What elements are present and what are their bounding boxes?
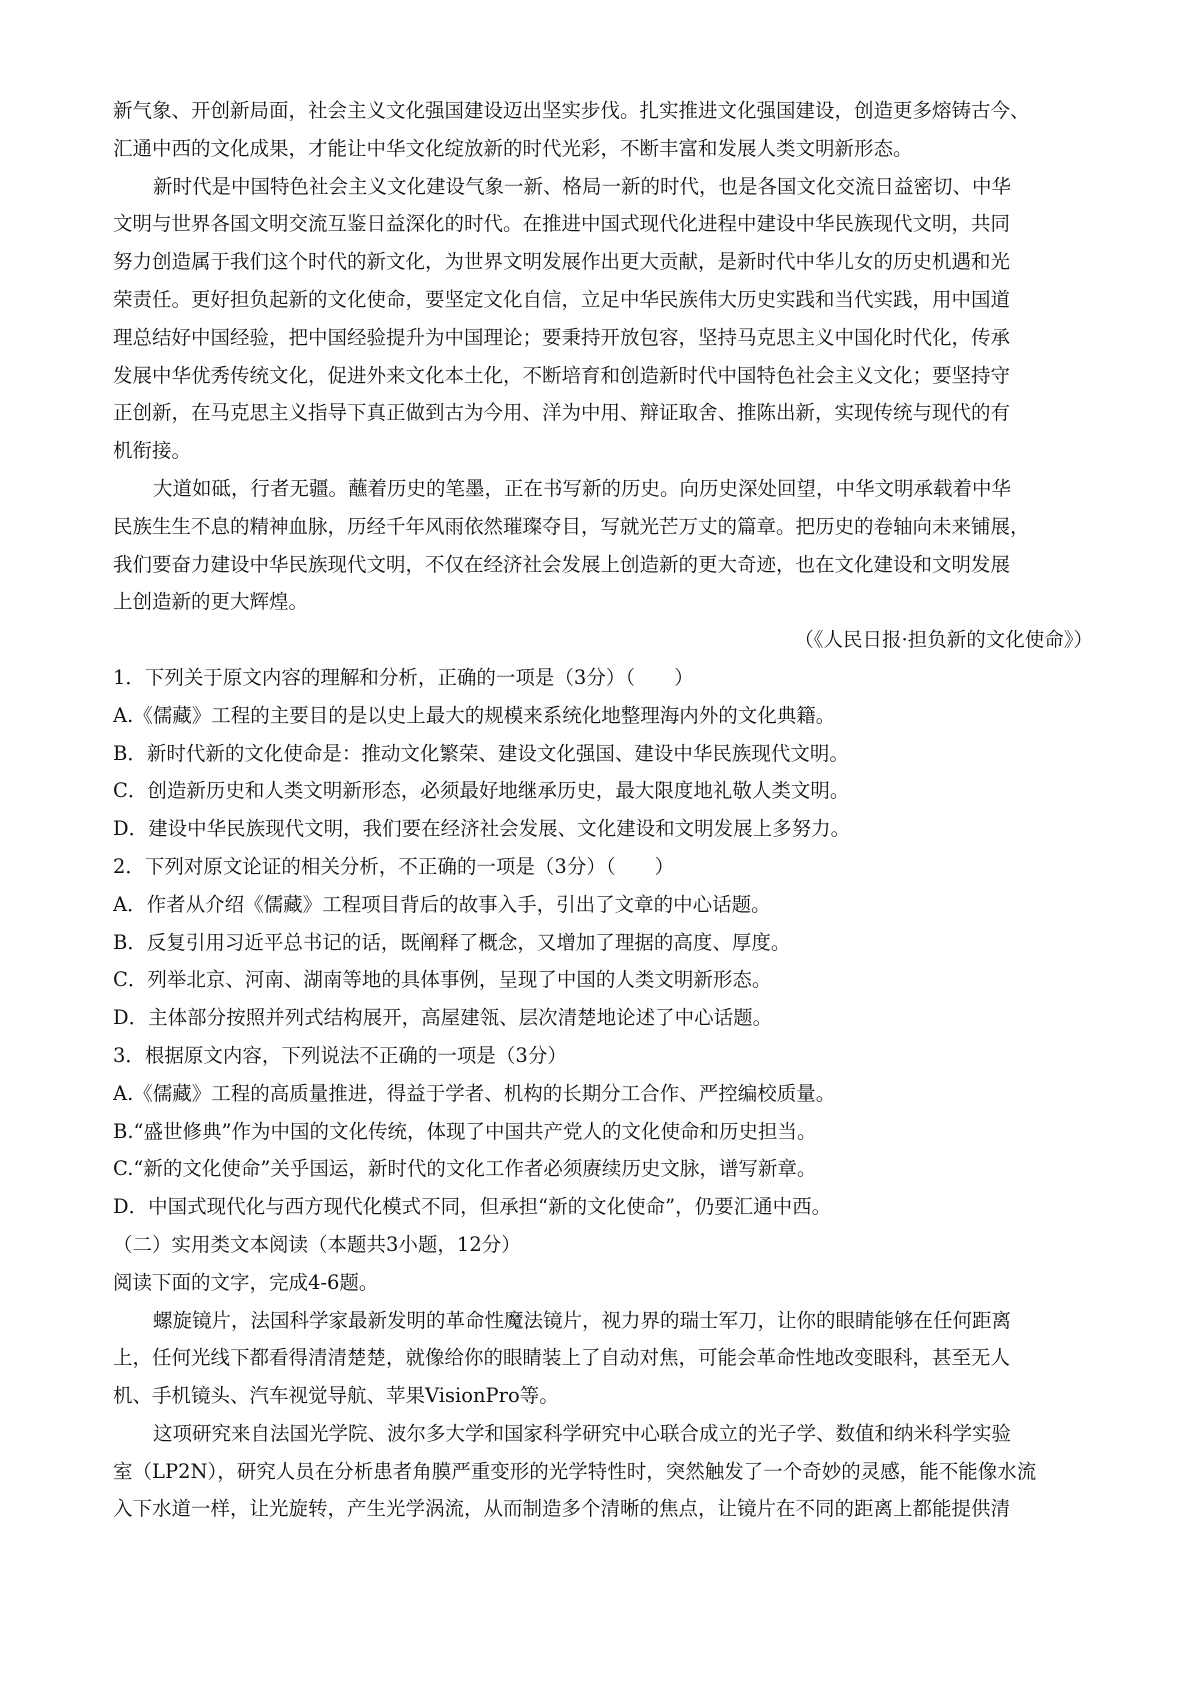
option-c: C.“新的文化使命”关乎国运，新时代的文化工作者必须赓续历史文脉，谱写新章。 (113, 1157, 817, 1181)
source-citation: （《人民日报·担负新的文化使命》） (794, 628, 1093, 652)
section-heading: （二）实用类文本阅读（本题共3小题，12分） (113, 1232, 521, 1256)
body-text-line: 上，任何光线下都看得清清楚楚，就像给你的眼睛装上了自动对焦，可能会革命性地改变眼科，甚至无人 (113, 1346, 1011, 1370)
option-c: C．创造新历史和人类文明新形态，必须最好地继承历史，最大限度地礼敬人类文明。 (113, 779, 850, 803)
body-text-line: 发展中华优秀传统文化，促进外来文化本土化，不断培育和创造新时代中国特色社会主义文化；要坚持守 (113, 363, 1011, 387)
option-b: B.“盛世修典”作为中国的文化传统，体现了中国共产党人的文化使命和历史担当。 (113, 1119, 817, 1143)
body-text-line: 新气象、开创新局面，社会主义文化强国建设迈出坚实步伐。扎实推进文化强国建设，创造更多熔铸古今、 (113, 99, 1030, 122)
body-text-line: 荣责任。更好担负起新的文化使命，要坚定文化自信，立足中华民族伟大历史实践和当代实践，用中国道 (113, 287, 1011, 311)
body-text-line: 上创造新的更大辉煌。 (113, 590, 309, 614)
body-text-line: 机、手机镜头、汽车视觉导航、苹果VisionPro等。 (113, 1384, 559, 1408)
document-page (113, 92, 1093, 1528)
option-b: B．新时代新的文化使命是：推动文化繁荣、建设文化强国、建设中华民族现代文明。 (113, 741, 849, 765)
option-a: A．作者从介绍《儒藏》工程项目背后的故事入手，引出了文章的中心话题。 (113, 892, 771, 916)
body-text-line: 室（LP2N），研究人员在分析患者角膜严重变形的光学特性时，突然触发了一个奇妙的灵感，能不能像水流 (113, 1459, 1037, 1483)
question-stem: 3．根据原文内容，下列说法不正确的一项是（3分） (113, 1043, 567, 1067)
body-text-line: 理总结好中国经验，把中国经验提升为中国理论；要秉持开放包容，坚持马克思主义中国化时代化，传承 (113, 325, 1011, 349)
body-text-line: 入下水道一样，让光旋转，产生光学涡流，从而制造多个清晰的焦点，让镜片在不同的距离上都能提供清 (113, 1497, 1011, 1521)
body-text-line: 努力创造属于我们这个时代的新文化，为世界文明发展作出更大贡献，是新时代中华儿女的历史机遇和光 (113, 250, 1011, 274)
body-text-line: 民族生生不息的精神血脉，历经千年风雨依然璀璨夺目，写就光芒万丈的篇章。把历史的卷轴向未来铺展， (113, 514, 1030, 538)
option-a: A.《儒藏》工程的高质量推进，得益于学者、机构的长期分工合作、严控编校质量。 (113, 1081, 836, 1105)
option-d: D．主体部分按照并列式结构展开，高屋建瓴、层次清楚地论述了中心话题。 (113, 1006, 773, 1030)
option-a: A.《儒藏》工程的主要目的是以史上最大的规模来系统化地整理海内外的文化典籍。 (113, 703, 836, 727)
body-text-line: 大道如砥，行者无疆。蘸着历史的笔墨，正在书写新的历史。向历史深处回望，中华文明承载着中华 (153, 476, 1012, 500)
body-text-line: 汇通中西的文化成果，才能让中华文化绽放新的时代光彩，不断丰富和发展人类文明新形态。 (113, 136, 913, 160)
body-text-line: 机衔接。 (113, 439, 192, 463)
body-text-line: 正创新，在马克思主义指导下真正做到古为今用、洋为中用、辩证取舍、推陈出新，实现传统与现代的有 (113, 401, 1011, 425)
option-b: B．反复引用习近平总书记的话，既阐释了概念，又增加了理据的高度、厚度。 (113, 930, 791, 954)
body-text-line: 这项研究来自法国光学院、波尔多大学和国家科学研究中心联合成立的光子学、数值和纳米科学实验 (153, 1421, 1012, 1445)
body-text-line: 螺旋镜片，法国科学家最新发明的革命性魔法镜片，视力界的瑞士军刀，让你的眼睛能够在任何距离 (153, 1308, 1012, 1332)
option-d: D．中国式现代化与西方现代化模式不同，但承担“新的文化使命”，仍要汇通中西。 (113, 1195, 832, 1219)
body-text-line: 文明与世界各国文明交流互鉴日益深化的时代。在推进中国式现代化进程中建设中华民族现代文明，共同 (113, 212, 1011, 236)
option-d: D．建设中华民族现代文明，我们要在经济社会发展、文化建设和文明发展上多努力。 (113, 817, 851, 841)
body-text-line: 新时代是中国特色社会主义文化建设气象一新、格局一新的时代，也是各国文化交流日益密切、中华 (153, 174, 1012, 198)
question-stem: 1．下列关于原文内容的理解和分析，正确的一项是（3分）（ ） (113, 665, 694, 689)
body-text-line: 我们要奋力建设中华民族现代文明，不仅在经济社会发展上创造新的更大奇迹，也在文化建设和文明发展 (113, 552, 1011, 576)
section-instruction: 阅读下面的文字，完成4-6题。 (113, 1270, 379, 1294)
question-stem: 2．下列对原文论证的相关分析，不正确的一项是（3分）（ ） (113, 854, 675, 878)
option-c: C．列举北京、河南、湖南等地的具体事例，呈现了中国的人类文明新形态。 (113, 968, 772, 992)
